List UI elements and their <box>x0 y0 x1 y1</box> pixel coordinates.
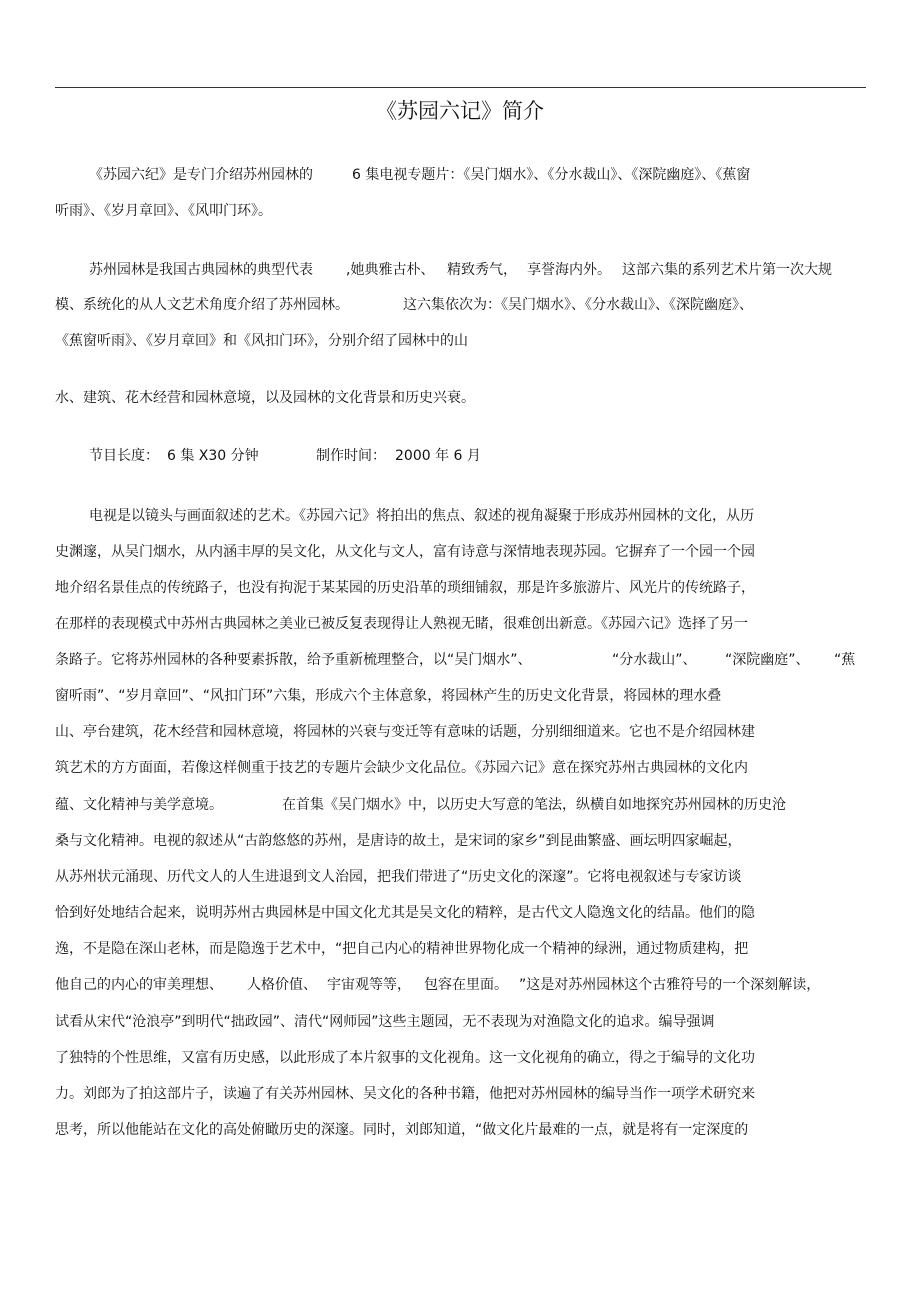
header-rule <box>55 87 866 88</box>
paragraph-3-line-2: 史渊邃，从吴门烟水，从内涵丰厚的吴文化，从文化与文人，富有诗意与深情地表现苏园。它摒弃了一个园一个园 <box>55 544 755 560</box>
paragraph-3-line-13: 逸，不是隐在深山老林，而是隐逸于艺术中，“把自己内心的精神世界物化成一个精神的绿洲，通过物质建构，把 <box>55 941 749 957</box>
page-title: 《苏园六记》简介 <box>376 99 544 123</box>
text-segment: 苏州园林是我国古典园林的典型代表 <box>89 262 313 278</box>
paragraph-3-line-8: 筑艺术的方方面面，若像这样侧重于技艺的专题片会缺少文化品位。《苏园六记》意在探究苏州古典园林的文化内 <box>55 760 748 776</box>
paragraph-3-line-17: 力。刘郎为了拍这部片子，读遍了有关苏州园林、吴文化的各种书籍，他把对苏州园林的编导当作一项学术研究来 <box>55 1086 755 1102</box>
paragraph-3-line-15: 试看从宋代“沧浪亭”到明代“拙政园”、清代“网师园”这些主题园，无不表现为对渔隐文化的追求。编导强调 <box>55 1014 715 1030</box>
program-length-value: 6 集 X30 分钟 <box>167 448 259 464</box>
text-segment: 他自己的内心的审美理想、 <box>55 977 223 993</box>
text-segment: ”这是对苏州园林这个古雅符号的一个深刻解读， <box>519 977 821 993</box>
text-segment: 在首集《吴门烟水》中，以历史大写意的笔法，纵横自如地探究苏州园林的历史沧 <box>282 797 786 813</box>
text-segment: 这部六集的系列艺术片第一次大规 <box>622 262 832 278</box>
production-time-label: 制作时间： <box>316 448 386 464</box>
text-segment: 精致秀气， <box>447 262 517 278</box>
text-segment: 包容在里面。 <box>424 977 508 993</box>
paragraph-3-line-11: 从苏州状元涌现、历代文人的人生进退到文人治园，把我们带进了“历史文化的深邃”。它将电视叙述与专家访谈 <box>55 869 742 885</box>
paragraph-3-line-7: 山、亭台建筑，花木经营和园林意境，将园林的兴衰与变迁等有意味的话题，分别细细道来。它也不是介绍园林建 <box>55 724 755 740</box>
text-segment: “深院幽庭”、 <box>725 652 810 668</box>
production-time-value: 2000 年 6 月 <box>395 448 481 464</box>
paragraph-2-line-4: 水、建筑、花木经营和园林意境，以及园林的文化背景和历史兴衰。 <box>55 390 475 406</box>
text-segment: “分水裁山”、 <box>612 652 697 668</box>
paragraph-3-line-16: 了独特的个性思维，又富有历史感，以此形成了本片叙事的文化视角。这一文化视角的确立，得之于编导的文化功 <box>55 1050 755 1066</box>
text-segment: 模、系统化的从人文艺术角度介绍了苏州园林。 <box>55 297 349 313</box>
text-segment: 《苏园六纪》是专门介绍苏州园林的 <box>89 167 313 183</box>
text-segment: 这六集依次为：《吴门烟水》、《分水裁山》、《深院幽庭》、 <box>403 297 753 313</box>
program-length-label: 节目长度： <box>89 448 159 464</box>
paragraph-3-line-12: 恰到好处地结合起来，说明苏州古典园林是中国文化尤其是吴文化的精粹，是古代文人隐逸文化的结晶。他们的隐 <box>55 905 755 921</box>
text-segment: 条路子。它将苏州园林的各种要素拆散，给予重新梳理整合，以“吴门烟水”、 <box>55 652 532 668</box>
paragraph-3-line-3: 地介绍名景佳点的传统路子，也没有拘泥于某某园的历史沿革的琐细铺叙，那是许多旅游片、风光片的传统路子， <box>55 580 755 596</box>
paragraph-3-line-1: 电视是以镜头与画面叙述的艺术。《苏园六记》将拍出的焦点、叙述的视角凝聚于形成苏州园林的文化，从历 <box>89 508 754 524</box>
text-segment: ,她典雅古朴、 <box>346 262 435 278</box>
paragraph-1-line-2: 听雨》、《岁月章回》、《风叩门环》。 <box>55 203 272 219</box>
paragraph-3-line-18: 思考，所以他能站在文化的高处俯瞰历史的深邃。同时，刘郎知道，“做文化片最难的一点，就是将有一定深度的 <box>55 1122 749 1138</box>
paragraph-2-line-3: 《蕉窗听雨》、《岁月章回》和《风扣门环》，分别介绍了园林中的山 <box>55 333 468 349</box>
paragraph-3-line-6: 窗听雨”、“岁月章回”、“风扣门环”六集，形成六个主体意象，将园林产生的历史文化背景，将园林的理水叠 <box>55 688 722 704</box>
text-segment: 享誉海内外。 <box>527 262 611 278</box>
text-segment: 宇宙观等等， <box>327 977 411 993</box>
text-segment: “蕉 <box>834 652 856 668</box>
paragraph-3-line-10: 桑与文化精神。电视的叙述从“古韵悠悠的苏州，是唐诗的故土，是宋词的家乡”到昆曲繁盛、画坛明四家崛起， <box>55 833 742 849</box>
paragraph-3-line-4: 在那样的表现模式中苏州古典园林之美业已被反复表现得让人熟视无睹，很难创出新意。《苏园六记》选择了另一 <box>55 616 748 632</box>
text-segment: 蕴、文化精神与美学意境。 <box>55 797 223 813</box>
text-segment: 6 集电视专题片：《吴门烟水》、《分水裁山》、《深院幽庭》、《蕉窗 <box>352 167 751 183</box>
text-segment: 人格价值、 <box>247 977 317 993</box>
